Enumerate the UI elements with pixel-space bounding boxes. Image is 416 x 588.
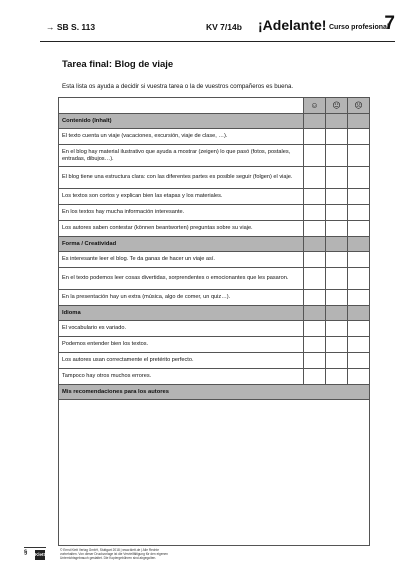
rating-box[interactable] — [304, 205, 326, 221]
rating-box[interactable] — [348, 369, 370, 385]
rating-box[interactable] — [348, 268, 370, 290]
criterion-text: En el texto podemos leer cosas divertidas, sorprendentes o emocionantes que les pasaron. — [59, 268, 304, 290]
publisher-logo — [24, 547, 46, 562]
criterion-row — [59, 189, 370, 205]
rating-box[interactable] — [304, 321, 326, 337]
rating-box[interactable] — [348, 129, 370, 145]
rating-box[interactable] — [348, 189, 370, 205]
textbook-reference: → SB S. 113 — [46, 22, 96, 32]
section-header-content — [59, 114, 370, 129]
copyright-notice — [60, 548, 290, 561]
criterion-text: El blog tiene una estructura clara: con las diferentes partes es posible seguir (folgen) el viaje. — [59, 167, 304, 189]
rating-box[interactable] — [326, 337, 348, 353]
rating-box[interactable] — [304, 353, 326, 369]
logo-mark-icon: § — [24, 550, 28, 556]
rating-box[interactable] — [304, 268, 326, 290]
rating-box[interactable] — [348, 221, 370, 237]
rating-box[interactable] — [304, 252, 326, 268]
copyright-line: vorbehalten. Von dieser Druckvorlage ist die Vervielfältigung für den eigenen — [60, 552, 168, 557]
criterion-text: El texto cuenta un viaje (vacaciones, excursión, viaje de clase, …). — [59, 129, 304, 145]
page-title: Tarea final: Blog de viaje — [62, 59, 174, 70]
rating-box[interactable] — [326, 221, 348, 237]
criterion-row — [59, 205, 370, 221]
criterion-row — [59, 353, 370, 369]
criterion-text: El vocabulario es variado. — [59, 321, 304, 337]
page-header — [40, 13, 395, 40]
rating-box[interactable] — [304, 337, 326, 353]
header-divider — [40, 41, 395, 42]
checklist-table — [58, 97, 370, 546]
criterion-text: Podemos entender bien los textos. — [59, 337, 304, 353]
criterion-row — [59, 252, 370, 268]
rating-box[interactable] — [326, 189, 348, 205]
section-label: Forma / Creatividad — [59, 237, 304, 252]
rating-box[interactable] — [326, 205, 348, 221]
worksheet-code: KV 7/14b — [206, 22, 242, 32]
criterion-row — [59, 337, 370, 353]
criterion-row — [59, 129, 370, 145]
criterion-text: Los autores saben contestar (können beantworten) preguntas sobre su viaje. — [59, 221, 304, 237]
neutral-face-icon: 😐 — [326, 98, 348, 114]
criterion-text: En los textos hay mucha información interesante. — [59, 205, 304, 221]
rating-box[interactable] — [326, 321, 348, 337]
unit-number: 7 — [384, 13, 395, 34]
rating-box[interactable] — [326, 145, 348, 167]
criterion-row — [59, 290, 370, 306]
header-blank-cell — [59, 98, 304, 114]
criterion-row — [59, 321, 370, 337]
criterion-text: Los textos son cortos y explican bien las etapas y los materiales. — [59, 189, 304, 205]
criterion-row — [59, 221, 370, 237]
criterion-text: Es interesante leer el blog. Te da ganas de hacer un viaje así. — [59, 252, 304, 268]
logo-wordmark: Klett — [35, 550, 45, 560]
criterion-row — [59, 167, 370, 189]
criterion-text: Los autores usan correctamente el pretérito perfecto. — [59, 353, 304, 369]
rating-box[interactable] — [304, 290, 326, 306]
rating-box[interactable] — [304, 129, 326, 145]
rating-header-row — [59, 98, 370, 114]
criterion-row — [59, 268, 370, 290]
sad-face-icon: ☹ — [348, 98, 370, 114]
rating-box[interactable] — [326, 353, 348, 369]
rating-box[interactable] — [326, 252, 348, 268]
rating-box[interactable] — [348, 167, 370, 189]
criterion-row — [59, 145, 370, 167]
rating-box[interactable] — [348, 337, 370, 353]
criterion-row — [59, 369, 370, 385]
rating-box[interactable] — [348, 290, 370, 306]
rating-box[interactable] — [348, 252, 370, 268]
criterion-text: En el blog hay material ilustrativo que ayuda a mostrar (zeigen) lo que pasó (fotos, postales, entradas, dibujos…). — [59, 145, 304, 167]
rating-box[interactable] — [326, 290, 348, 306]
intro-text: Esta lista os ayuda a decidir si vuestra tarea o la de vuestros compañeros es buena. — [62, 83, 294, 90]
rating-box[interactable] — [326, 167, 348, 189]
happy-face-icon: ☺ — [304, 98, 326, 114]
rating-box[interactable] — [304, 221, 326, 237]
course-label: Curso profesional — [329, 24, 389, 31]
rating-box[interactable] — [304, 189, 326, 205]
section-header-recommendations — [59, 385, 370, 400]
rating-box[interactable] — [348, 205, 370, 221]
section-label: Idioma — [59, 306, 304, 321]
section-header-language — [59, 306, 370, 321]
rating-box[interactable] — [304, 369, 326, 385]
copyright-line: Unterrichtsgebrauch gestattet. Die Kopiergebühren sind abgegolten. — [60, 556, 157, 561]
criterion-text: En la presentación hay un extra (música, algo de comer, un quiz…). — [59, 290, 304, 306]
rating-box[interactable] — [304, 145, 326, 167]
criterion-text: Tampoco hay otros muchos errores. — [59, 369, 304, 385]
rating-box[interactable] — [304, 167, 326, 189]
section-header-form — [59, 237, 370, 252]
rating-box[interactable] — [326, 129, 348, 145]
recommendations-area[interactable] — [59, 400, 370, 546]
rating-box[interactable] — [326, 268, 348, 290]
recommendations-row — [59, 400, 370, 546]
rating-box[interactable] — [348, 145, 370, 167]
copyright-line: © Ernst Klett Verlag GmbH, Stuttgart 2018 | www.klett.de | Alle Rechte — [60, 548, 159, 552]
brand-title: ¡Adelante! — [258, 17, 327, 33]
rating-box[interactable] — [348, 353, 370, 369]
section-label: Contenido (Inhalt) — [59, 114, 304, 129]
rating-box[interactable] — [348, 321, 370, 337]
section-label: Mis recomendaciones para los autores — [59, 385, 370, 400]
rating-box[interactable] — [326, 369, 348, 385]
